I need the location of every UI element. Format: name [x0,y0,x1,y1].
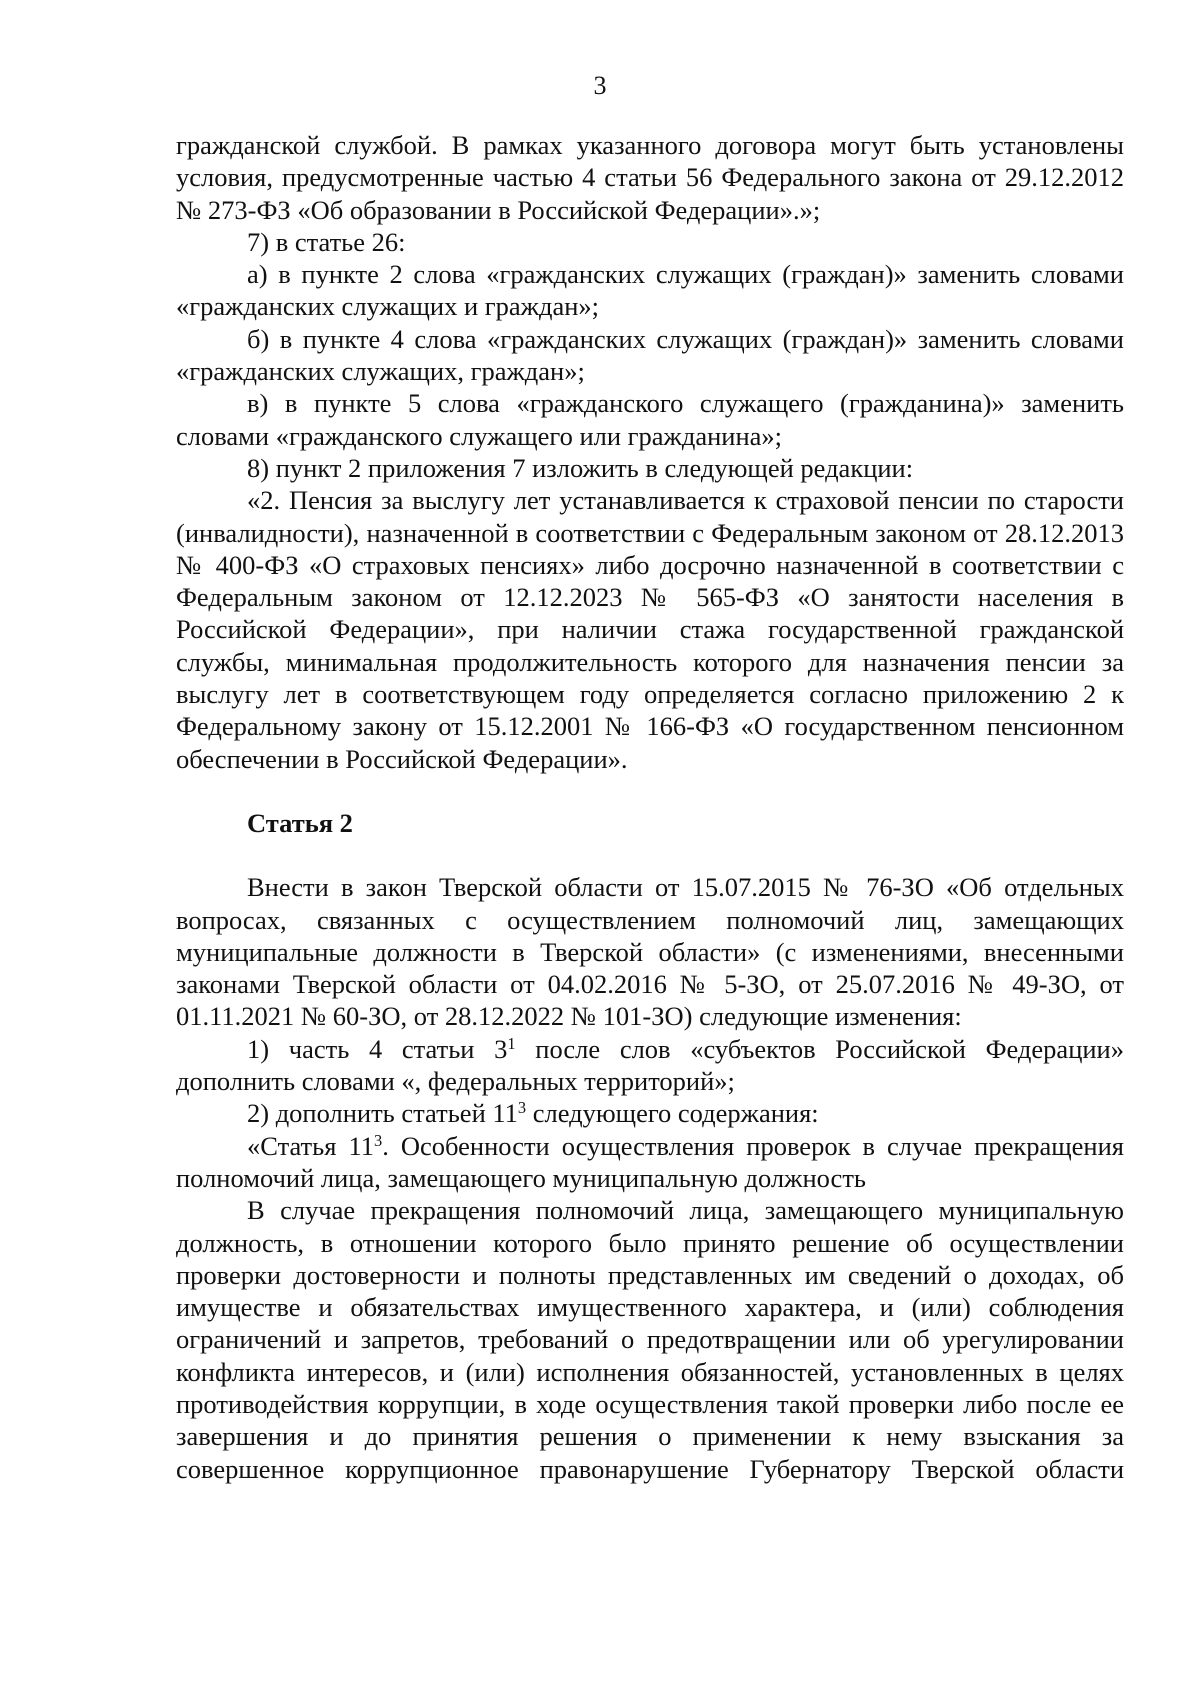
new-article-title [176,1130,1124,1195]
paragraph-continuation: гражданской службой. В рамках указанного договора могут быть установлены условия, предусмотренные частью 4 статьи 56 Федерального закона от 29.12.2012 № 273-ФЗ «Об образовании в Российской Федерации».»; [176,130,1124,225]
paragraph-item-8: 8) пункт 2 приложения 7 изложить в следующей редакции: [247,452,914,483]
article-2-item-1 [176,1033,1124,1098]
new-article-title-after: . Особенности осуществления проверок в случае прекращения полномочий лица, замещающего муниципальную должность [176,1130,1124,1193]
item-1-text-before: 1) часть 4 статьи 3 [247,1033,508,1064]
document-body [176,129,1124,1485]
new-article-title-superscript: 3 [373,1130,383,1150]
item-2-text-after: следующего содержания: [526,1098,819,1129]
item-1-text-after: после слов «субъектов Российской Федерации» дополнить словами «, федеральных территорий»; [176,1033,1124,1097]
article-2-intro: Внести в закон Тверской области от 15.07.2015 № 76-ЗО «Об отдельных вопросах, связанных с осуществлением полномочий лиц, замещающих муниципальные должности в Тверской области» (с изменениями, внесенными законами Тверской области от 04.02.2016 № 5-ЗО, от 25.07.2016 № 49-ЗО, от 01.11.2021 № 60-ЗО, от 28.12.2022 № 101-ЗО) следующие изменения: [176,872,1124,1032]
item-2-text-before: 2) дополнить статьей 11 [247,1098,518,1129]
new-article-body: В случае прекращения полномочий лица, замещающего муниципальную должность, в отношении которого было принято решение об осуществлении проверки достоверности и полноты представленных им сведений о доходах, об имуществе и обязательствах имущественного характера, и (или) соблюдения ограничений и запретов, требований о предотвращении или об урегулировании конфликта интересов, и (или) исполнения обязанностей, установленных в целях противодействия коррупции, в ходе осуществления такой проверки либо после ее завершения и до принятия решения о применении к нему взыскания за совершенное коррупционное правонарушение Губернатору Тверской области [176,1195,1124,1484]
paragraph-item-7v: в) в пункте 5 слова «гражданского служащего (гражданина)» заменить словами «гражданского служащего или гражданина»; [176,388,1124,451]
new-article-title-before: «Статья 11 [247,1130,374,1161]
item-1-superscript: 1 [507,1033,516,1053]
article-heading: Статья 2 [247,807,353,838]
paragraph-item-7: 7) в статье 26: [247,226,406,257]
paragraph-item-7b: б) в пункте 4 слова «гражданских служащих (граждан)» заменить словами «гражданских служащих, граждан»; [176,323,1124,387]
article-2-item-2 [176,1097,1124,1129]
paragraph-item-7a: а) в пункте 2 слова «гражданских служащих (граждан)» заменить словами «гражданских служащих и граждан»; [176,259,1124,322]
item-2-superscript: 3 [517,1098,527,1118]
page-number: 3 [593,71,607,100]
paragraph-pension-quote: «2. Пенсия за выслугу лет устанавливается к страховой пенсии по старости (инвалидности), назначенной в соответствии с Федеральным законом от 28.12.2013 № 400-ФЗ «О страховых пенсиях» либо досрочно назначенной в соответствии с Федеральным законом от 12.12.2023 № 565-ФЗ «О занятости населения в Российской Федерации», при наличии стажа государственной гражданской службы, минимальная продолжительность которого для назначения пенсии за выслугу лет в соответствующем году определяется согласно приложению 2 к Федеральному закону от 15.12.2001 № 166-ФЗ «О государственном пенсионном обеспечении в Российской Федерации». [176,485,1124,774]
